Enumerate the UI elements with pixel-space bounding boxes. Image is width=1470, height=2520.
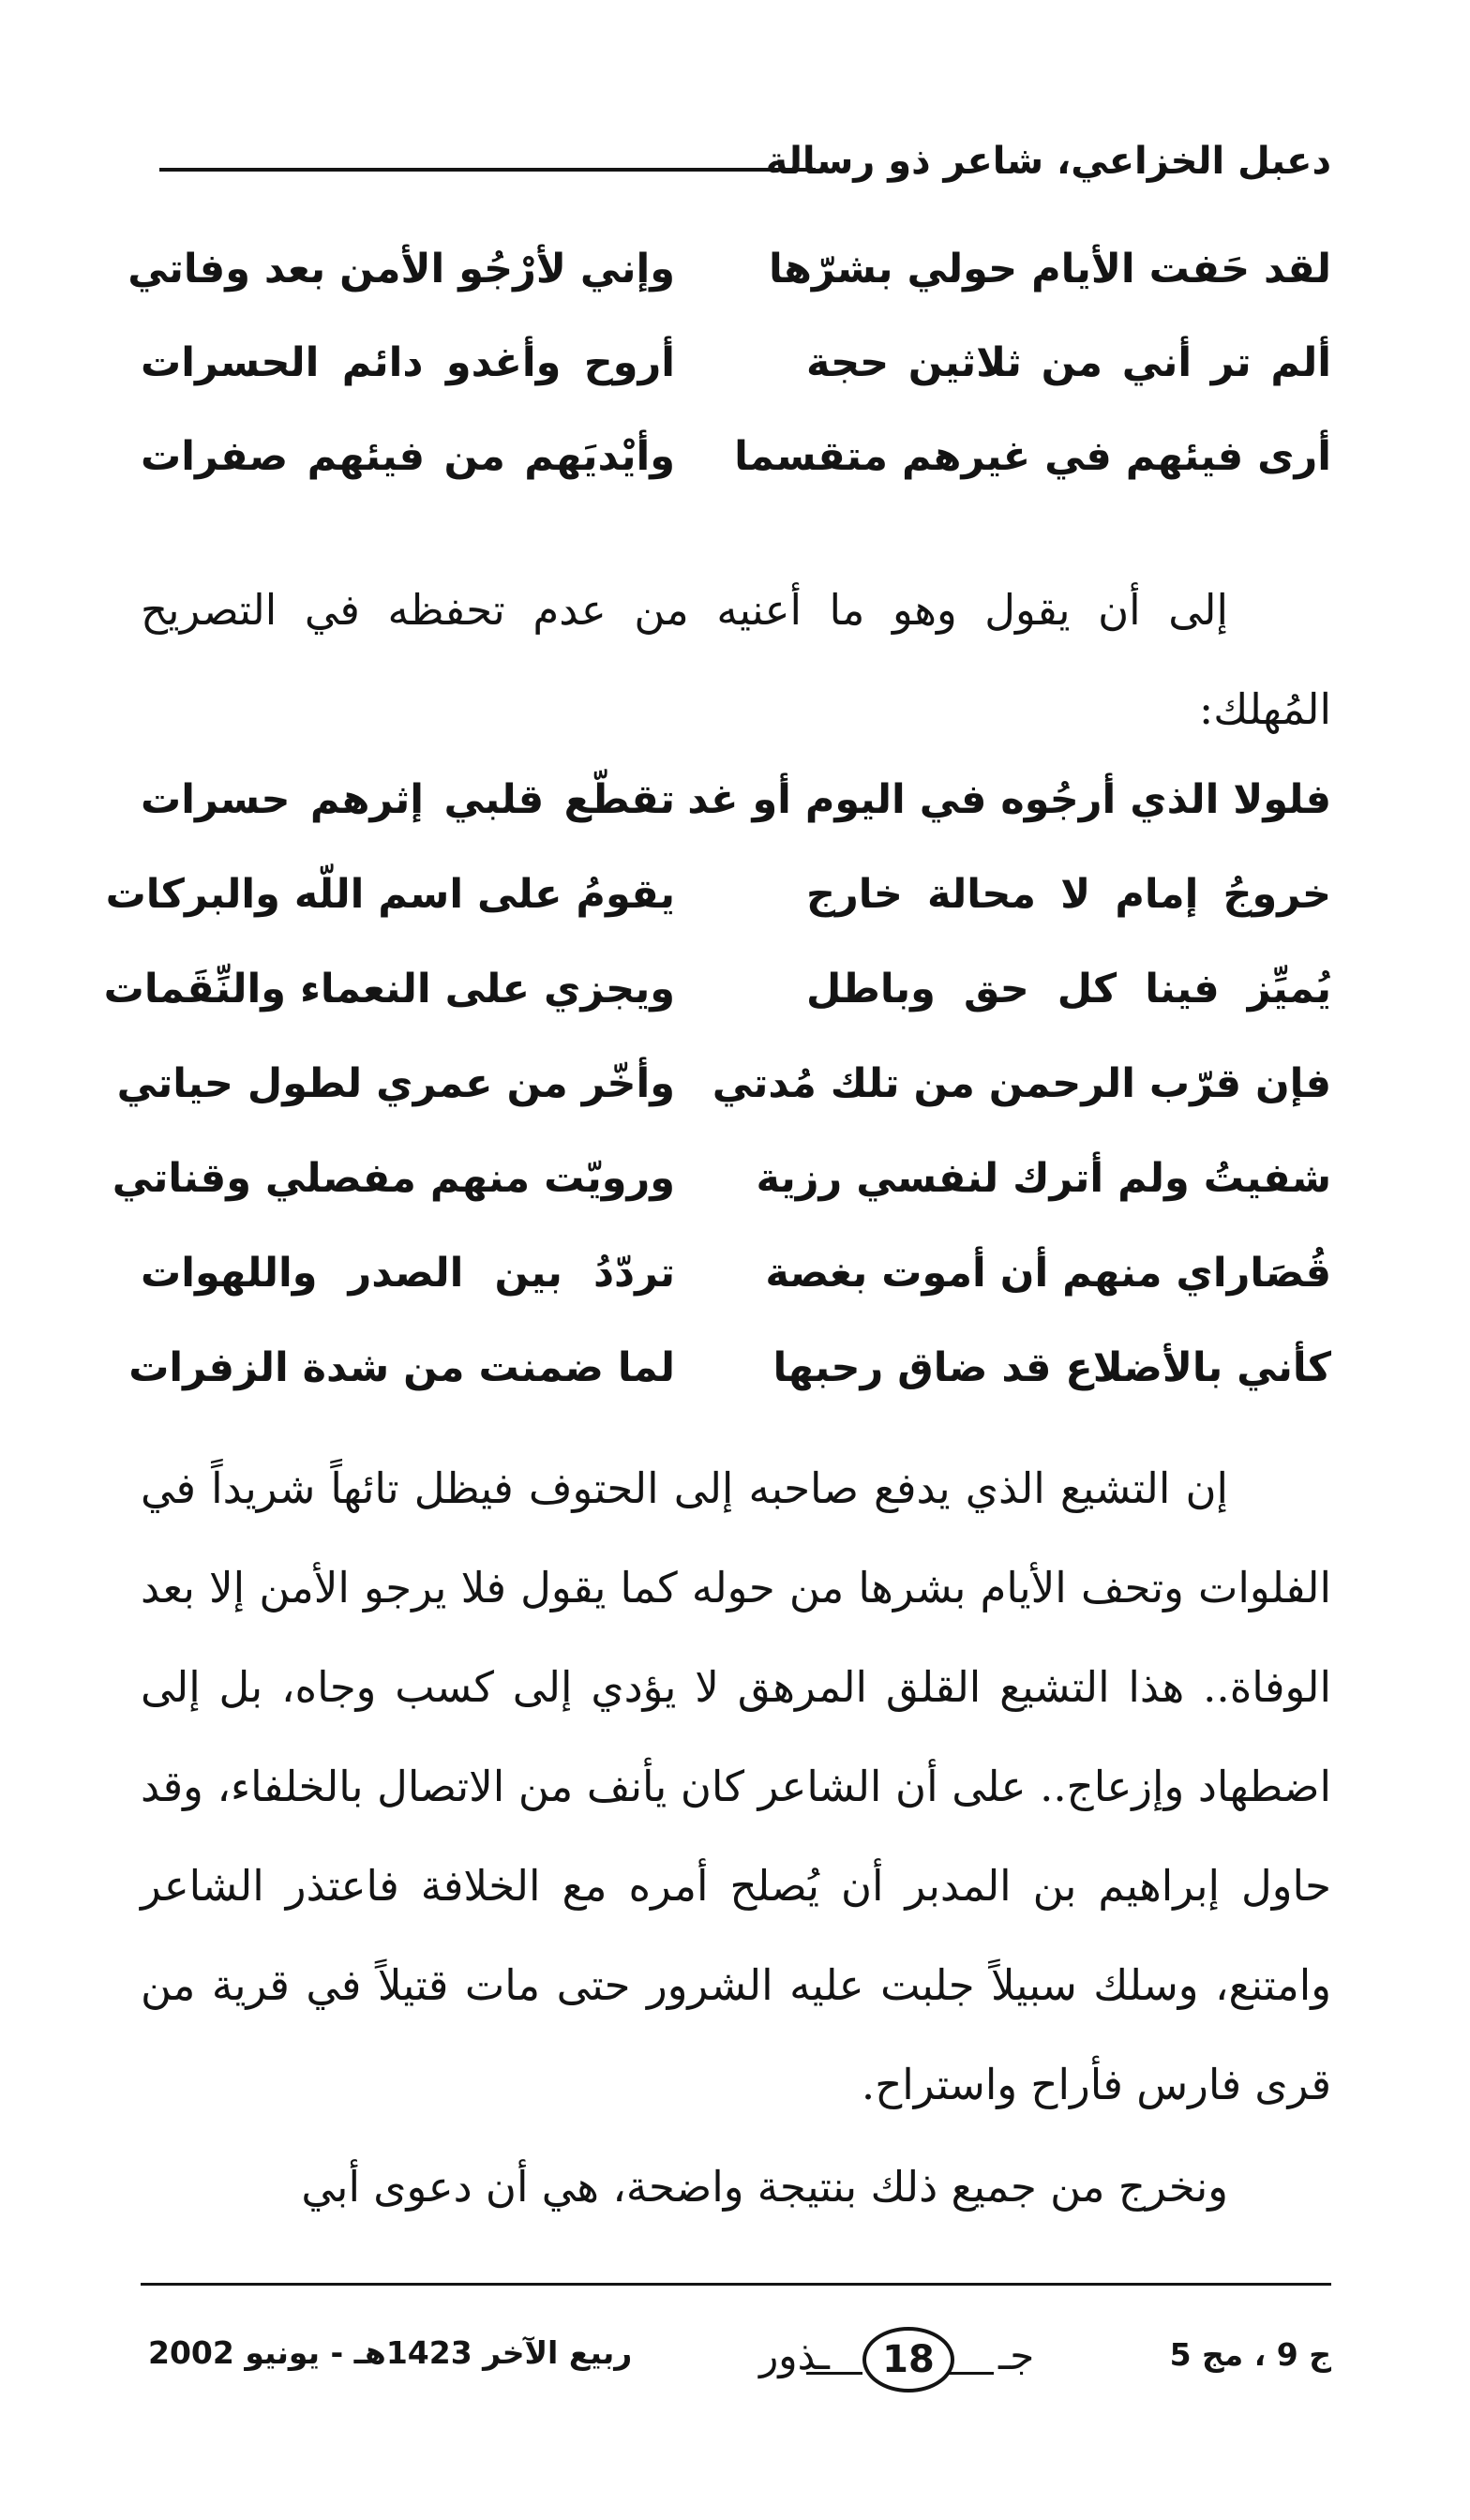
verse-first-hemistich: فلولا الذي أرجُوه في اليوم أو غد [687, 776, 1331, 823]
verse-second-hemistich: ورويّت منهم مفصلي وقناتي [112, 1155, 675, 1202]
verse [128, 246, 1331, 339]
running-header [159, 136, 1331, 202]
page-footer [141, 2316, 1331, 2400]
verse [141, 339, 1331, 433]
verse-first-hemistich: لقد حَفت الأيام حولي بشرّها [768, 246, 1331, 292]
verse-first-hemistich: خروجُ إمام لا محالة خارج [806, 871, 1331, 918]
verse-first-hemistich: شفيتُ ولم أترك لنفسي رزية [756, 1155, 1331, 1202]
verse-first-hemistich: يُميِّز فينا كل حق وباطل [806, 966, 1331, 1012]
verse-second-hemistich: وأخّر من عمري لطول حياتي [116, 1060, 675, 1107]
verse [141, 433, 1331, 527]
verse [141, 776, 1331, 871]
verse [105, 871, 1331, 966]
verse-first-hemistich: ألم تر أني من ثلاثين حجة [806, 339, 1331, 386]
page-number-badge [862, 2327, 954, 2392]
verse-second-hemistich: تردّدُ بين الصدر واللهوات [141, 1250, 675, 1297]
verse-first-hemistich: قُصَاراي منهم أن أموت بغصة [765, 1250, 1331, 1297]
journal-name-part: جـ [998, 2332, 1035, 2378]
verse-first-hemistich: أرى فيئهم في غيرهم متقسما [734, 433, 1331, 480]
verse [128, 1344, 1331, 1439]
poem-block-1 [128, 246, 1331, 527]
footer-issue: ج 9 ، مج 5 [1169, 2336, 1331, 2373]
verse-second-hemistich: أروح وأغدو دائم الحسرات [141, 339, 675, 386]
page-number: 18 [882, 2338, 935, 2381]
journal-name-part: ـذور [759, 2332, 830, 2378]
verse-second-hemistich: يقومُ على اسم اللّه والبركات [105, 871, 675, 918]
footer-rule [141, 2283, 1331, 2286]
running-title: دعبل الخزاعي، شاعر ذو رسالة [765, 140, 1331, 183]
prose-paragraph-continued: ونخرج من جميع ذلك بنتيجة واضحة، هي أن دعوى أبي [301, 2162, 1228, 2212]
verse-first-hemistich: فإن قرّب الرحمن من تلك مُدتي [712, 1060, 1331, 1107]
verse-second-hemistich: ويجزي على النعماء والنِّقَمات [103, 966, 675, 1012]
poem-block-2 [103, 776, 1331, 1439]
verse-second-hemistich: وأيْديَهم من فيئهم صفرات [141, 433, 675, 480]
journal-emblem [666, 2316, 1035, 2400]
journal-stroke [806, 2372, 862, 2375]
prose-paragraph-main: إن التشيع الذي يدفع صاحبه إلى الحتوف فيظل تائهاً شريداً في الفلوات وتحف الأيام بشرها من حوله كما يقول فلا يرجو الأمن إلا بعد الوفاة.. هذا التشيع القلق المرهق لا يؤدي إلى كسب وجاه، بل إلى اضطهاد وإزعاج.. على أن الشاعر كان يأنف من الاتصال بالخلفاء، وقد حاول إبراهيم بن المدبر أن يُصلح أمره مع الخلافة فاعتذر الشاعر وامتنع، وسلك سبيلاً جلبت عليه الشرور حتى مات قتيلاً في قرية من قرى فارس فأراح واستراح. [141, 1463, 1331, 2109]
footer-date: ربيع الآخر 1423هـ - يونيو 2002 [148, 2334, 633, 2371]
header-rule [159, 168, 816, 172]
verse [103, 966, 1331, 1060]
verse-second-hemistich: تقطّع قلبي إثرهم حسرات [141, 776, 675, 823]
verse [112, 1155, 1331, 1250]
verse-second-hemistich: لما ضمنت من شدة الزفرات [128, 1344, 675, 1391]
verse-first-hemistich: كأني بالأضلاع قد ضاق رحبها [772, 1344, 1331, 1391]
journal-stroke [947, 2372, 994, 2375]
verse [141, 1250, 1331, 1344]
verse-second-hemistich: وإني لأرْجُو الأمن بعد وفاتي [128, 246, 675, 292]
verse [116, 1060, 1331, 1155]
prose-paragraph-intro: إلى أن يقول وهو ما أعنيه من عدم تحفظه في التصريح المُهلك: [141, 585, 1331, 734]
